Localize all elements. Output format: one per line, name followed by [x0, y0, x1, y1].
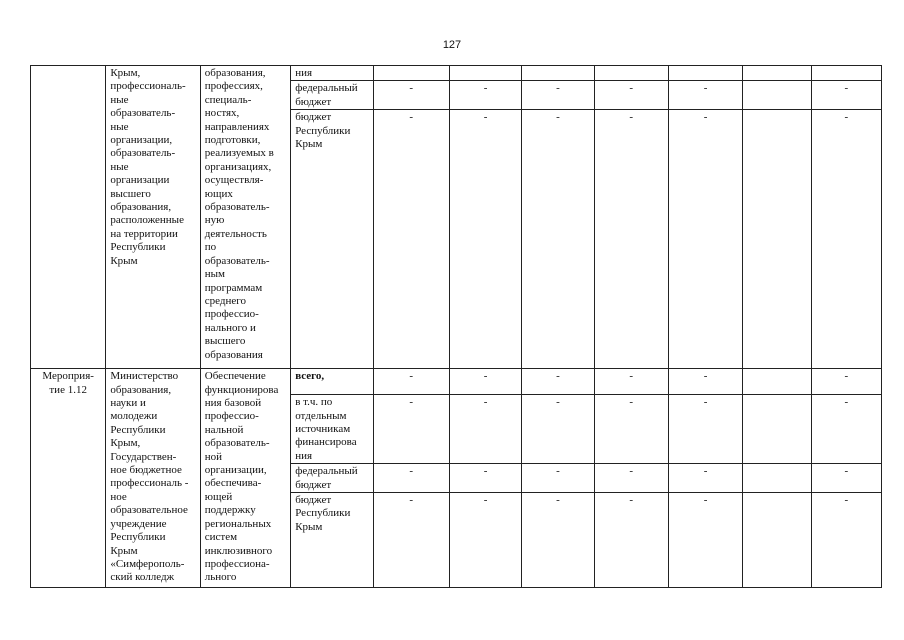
value-cell: -	[522, 369, 594, 395]
value-cell: -	[373, 369, 449, 395]
value-cell: -	[449, 464, 521, 493]
funding-source-cell: бюджет Республики Крым	[291, 493, 373, 588]
funding-source-cell: федеральный бюджет	[291, 81, 373, 110]
funding-source-cell: бюджет Республики Крым	[291, 110, 373, 369]
value-cell: -	[449, 369, 521, 395]
value-cell: -	[449, 395, 521, 464]
page-number: 127	[442, 39, 462, 51]
value-cell: -	[449, 81, 521, 110]
value-cell	[743, 493, 811, 588]
value-cell: -	[594, 493, 668, 588]
value-cell: -	[668, 81, 742, 110]
value-cell: -	[668, 110, 742, 369]
executor-cell: Крым, профессиональ- ные образователь- ные организации, образователь- ные организации высшего образования, расположенные на территории Республики Крым	[106, 66, 200, 369]
value-cell: -	[373, 493, 449, 588]
value-cell: -	[522, 110, 594, 369]
measure-cell: Мероприя- тие 1.12	[31, 369, 106, 588]
budget-table	[30, 65, 882, 588]
value-cell: -	[594, 110, 668, 369]
value-cell: -	[373, 81, 449, 110]
value-cell: -	[594, 395, 668, 464]
value-cell: -	[811, 464, 881, 493]
value-cell: -	[668, 369, 742, 395]
value-cell: -	[373, 464, 449, 493]
value-cell	[594, 66, 668, 81]
value-cell	[743, 369, 811, 395]
value-cell	[743, 66, 811, 81]
value-cell: -	[522, 493, 594, 588]
value-cell	[373, 66, 449, 81]
description-cell: Обеспечение функционирова ния базовой профессио- нальной образователь- ной организации, обеспечива- ющей поддержку региональных систем инклюзивного профессиона- льного	[200, 369, 290, 588]
value-cell: -	[373, 110, 449, 369]
table-row	[31, 369, 882, 395]
value-cell	[743, 110, 811, 369]
value-cell	[743, 464, 811, 493]
funding-source-cell: в т.ч. по отдельным источникам финансирова ния	[291, 395, 373, 464]
value-cell: -	[373, 395, 449, 464]
value-cell: -	[594, 81, 668, 110]
table-row	[31, 66, 882, 81]
value-cell	[668, 66, 742, 81]
funding-source-cell: всего,	[291, 369, 373, 395]
value-cell: -	[522, 395, 594, 464]
value-cell: -	[594, 464, 668, 493]
value-cell	[449, 66, 521, 81]
funding-source-cell: федеральный бюджет	[291, 464, 373, 493]
description-cell: образования, профессиях, специаль- ностях, направлениях подготовки, реализуемых в организациях, осуществля- ющих образователь- ную деятельность по образователь- ным программам среднего профессио- нального и высшего образования	[200, 66, 290, 369]
value-cell: -	[668, 464, 742, 493]
value-cell	[743, 81, 811, 110]
value-cell: -	[449, 493, 521, 588]
value-cell: -	[522, 81, 594, 110]
value-cell: -	[449, 110, 521, 369]
value-cell: -	[668, 395, 742, 464]
value-cell: -	[811, 493, 881, 588]
value-cell: -	[811, 369, 881, 395]
value-cell: -	[668, 493, 742, 588]
executor-cell: Министерство образования, науки и молодежи Республики Крым, Государствен- ное бюджетное профессиональ - ное образовательное учреждение Республики Крым «Симферополь- ский колледж	[106, 369, 200, 588]
value-cell: -	[811, 81, 881, 110]
funding-source-cell: ния	[291, 66, 373, 81]
value-cell: -	[522, 464, 594, 493]
value-cell	[522, 66, 594, 81]
value-cell: -	[594, 369, 668, 395]
value-cell	[743, 395, 811, 464]
value-cell: -	[811, 110, 881, 369]
value-cell: -	[811, 395, 881, 464]
measure-cell	[31, 66, 106, 369]
value-cell	[811, 66, 881, 81]
